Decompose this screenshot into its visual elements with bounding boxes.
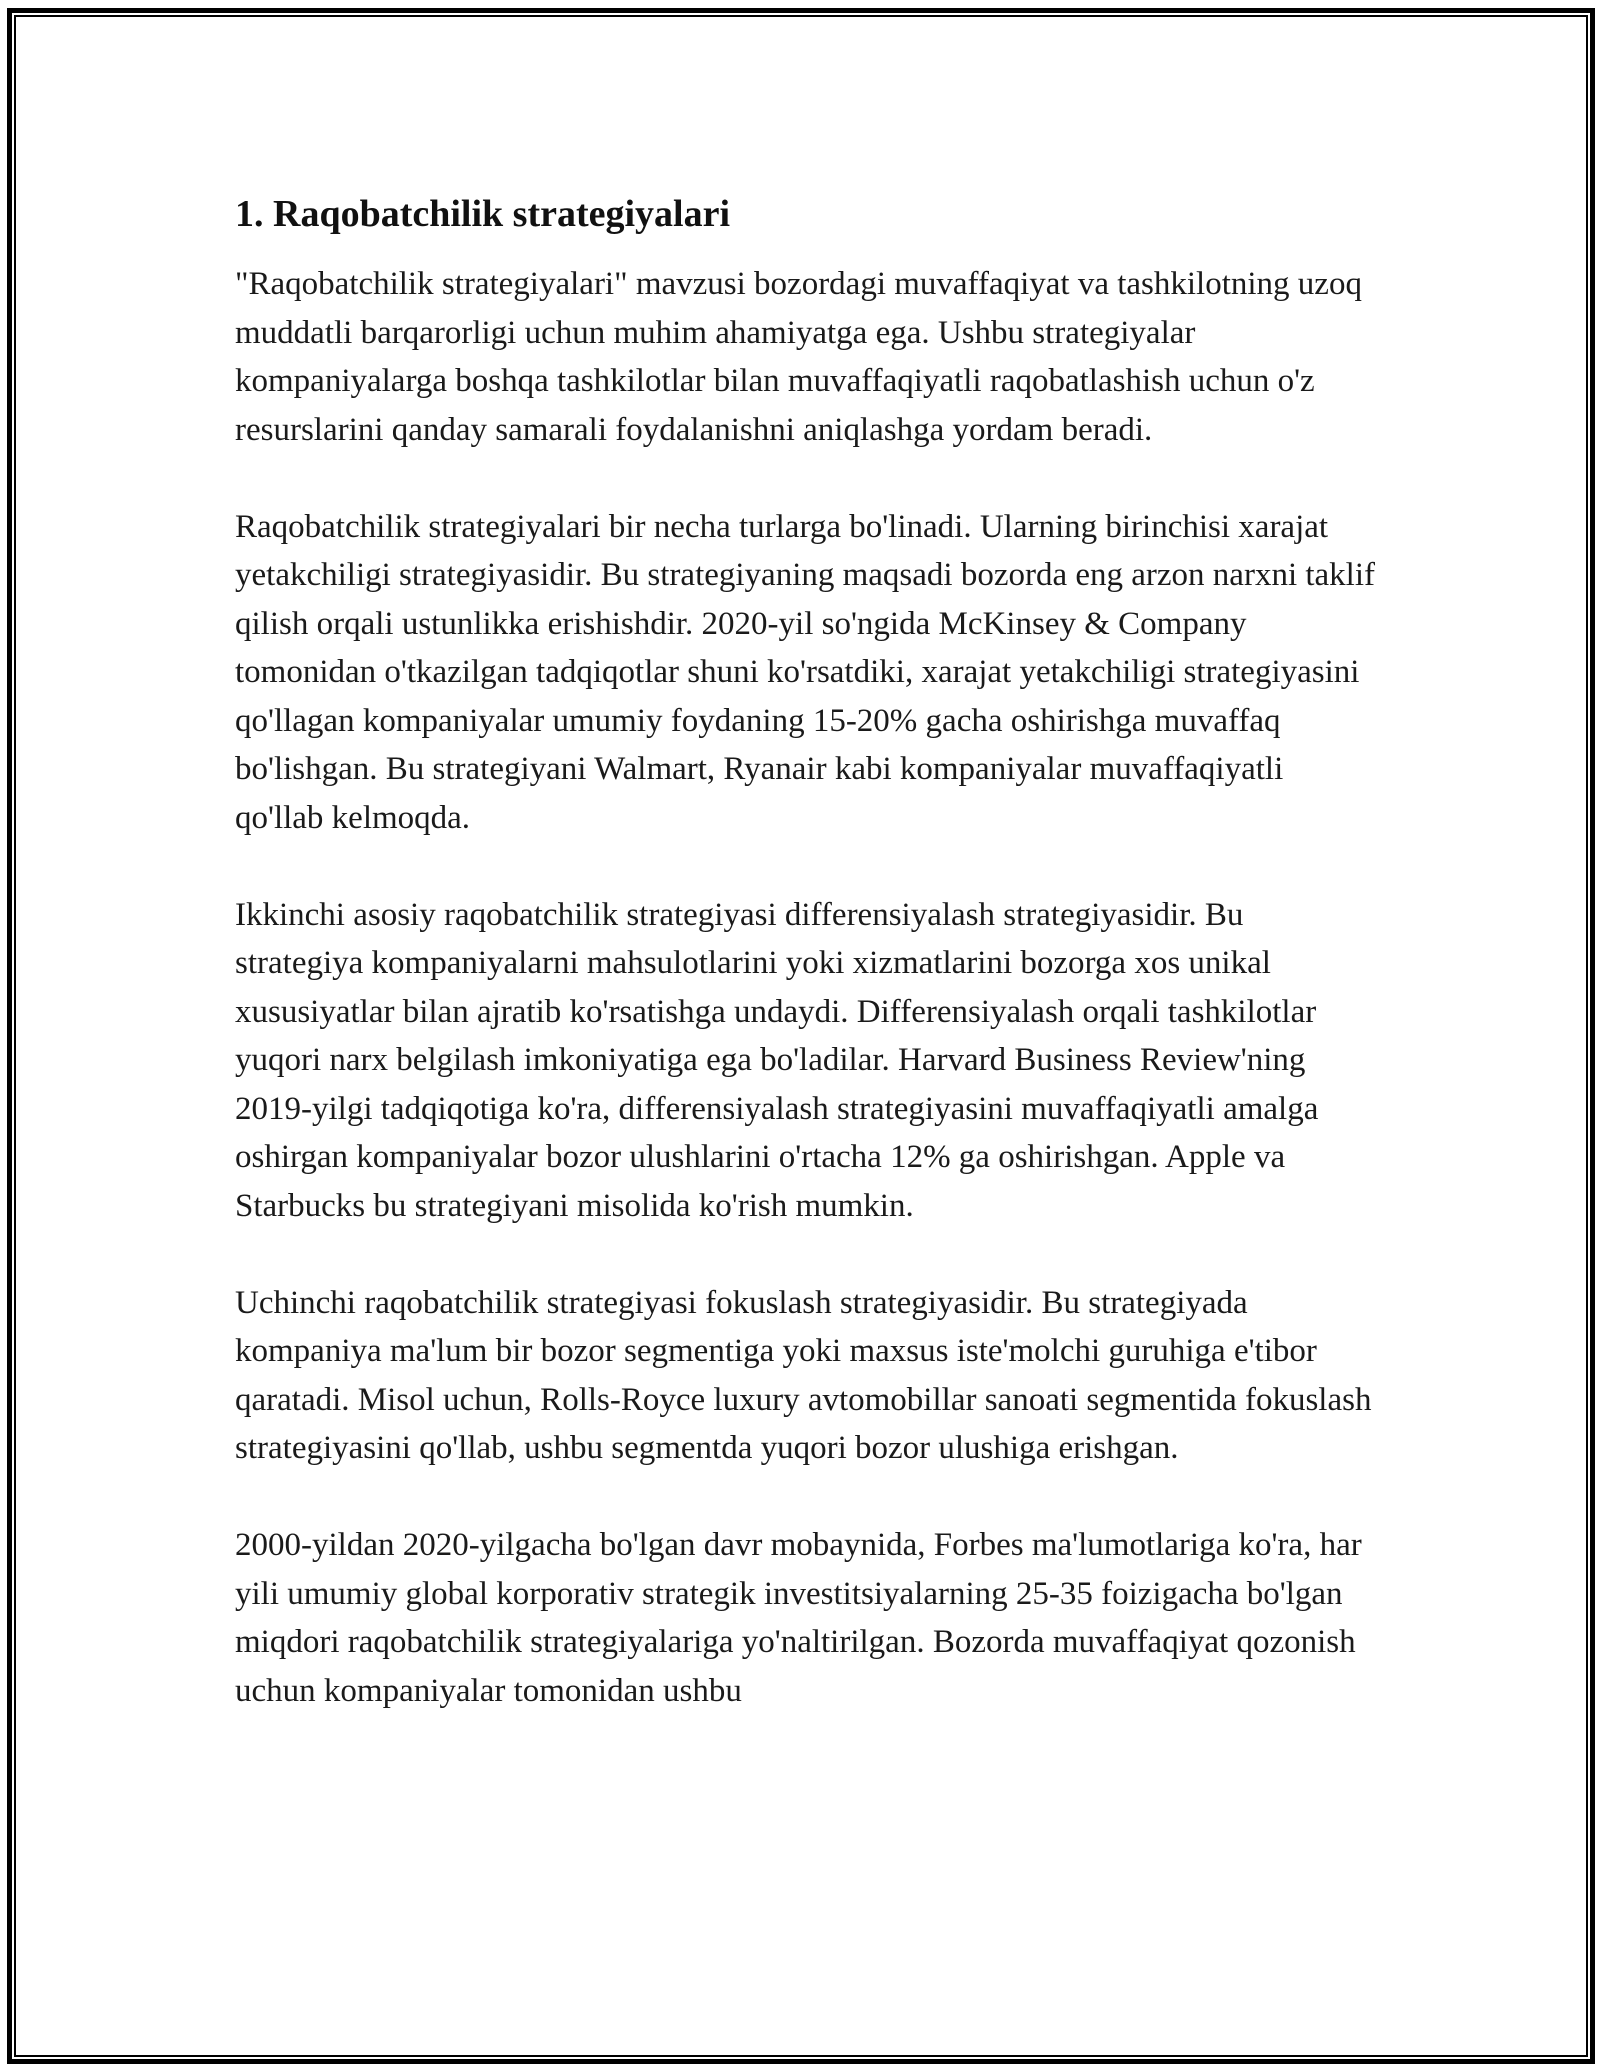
document-body (235, 188, 1375, 1715)
paragraph-differentiation: Ikkinchi asosiy raqobatchilik strategiyasi differensiyalash strategiyasidir. Bu strategiya kompaniyalarni mahsulotlarini yoki xizmatlarini bozorga xos unikal xususiyatlar bilan ajratib ko'rsatishga undaydi. Differensiyalash orqali tashkilotlar yuqori narx belgilash imkoniyatiga ega bo'ladilar. Harvard Business Review'ning 2019-yilgi tadqiqotiga ko'ra, differensiyalash strategiyasini muvaffaqiyatli amalga oshirgan kompaniyalar bozor ulushlarini o'rtacha 12% ga oshirishgan. Apple va Starbucks bu strategiyani misolida ko'rish mumkin. (235, 896, 1319, 1224)
paragraph-cost-leadership: Raqobatchilik strategiyalari bir necha turlarga bo'linadi. Ularning birinchisi xarajat yetakchiligi strategiyasidir. Bu strategiyaning maqsadi bozorda eng arzon narxni taklif qilish orqali ustunlikka erishishdir. 2020-yil so'ngida McKinsey & Company tomonidan o'tkazilgan tadqiqotlar shuni ko'rsatdiki, xarajat yetakchiligi strategiyasini qo'llagan kompaniyalar umumiy foydaning 15-20% gacha oshirishga muvaffaq bo'lishgan. Bu strategiyani Walmart, Ryanair kabi kompaniyalar muvaffaqiyatli qo'llab kelmoqda. (235, 508, 1375, 836)
paragraph-intro: "Raqobatchilik strategiyalari" mavzusi bozordagi muvaffaqiyat va tashkilotning uzoq muddatli barqarorligi uchun muhim ahamiyatga ega. Ushbu strategiyalar kompaniyalarga boshqa tashkilotlar bilan muvaffaqiyatli raqobatlashish uchun o'z resurslarini qanday samarali foydalanishni aniqlashga yordam beradi. (235, 266, 1362, 448)
paragraph-focus: Uchinchi raqobatchilik strategiyasi fokuslash strategiyasidir. Bu strategiyada kompaniya ma'lum bir bozor segmentiga yoki maxsus iste'molchi guruhiga e'tibor qaratadi. Misol uchun, Rolls-Royce luxury avtomobillar sanoati segmentida fokuslash strategiyasini qo'llab, ushbu segmentda yuqori bozor ulushiga erishgan. (235, 1284, 1372, 1466)
section-heading: 1. Raqobatchilik strategiyalari (235, 193, 731, 235)
paragraph-investments: 2000-yildan 2020-yilgacha bo'lgan davr mobaynida, Forbes ma'lumotlariga ko'ra, har yili umumiy global korporativ strategik investitsiyalarning 25-35 foizigacha bo'lgan miqdori raqobatchilik strategiyalariga yo'naltirilgan. Bozorda muvaffaqiyat qozonish uchun kompaniyalar tomonidan ushbu (235, 1527, 1362, 1709)
